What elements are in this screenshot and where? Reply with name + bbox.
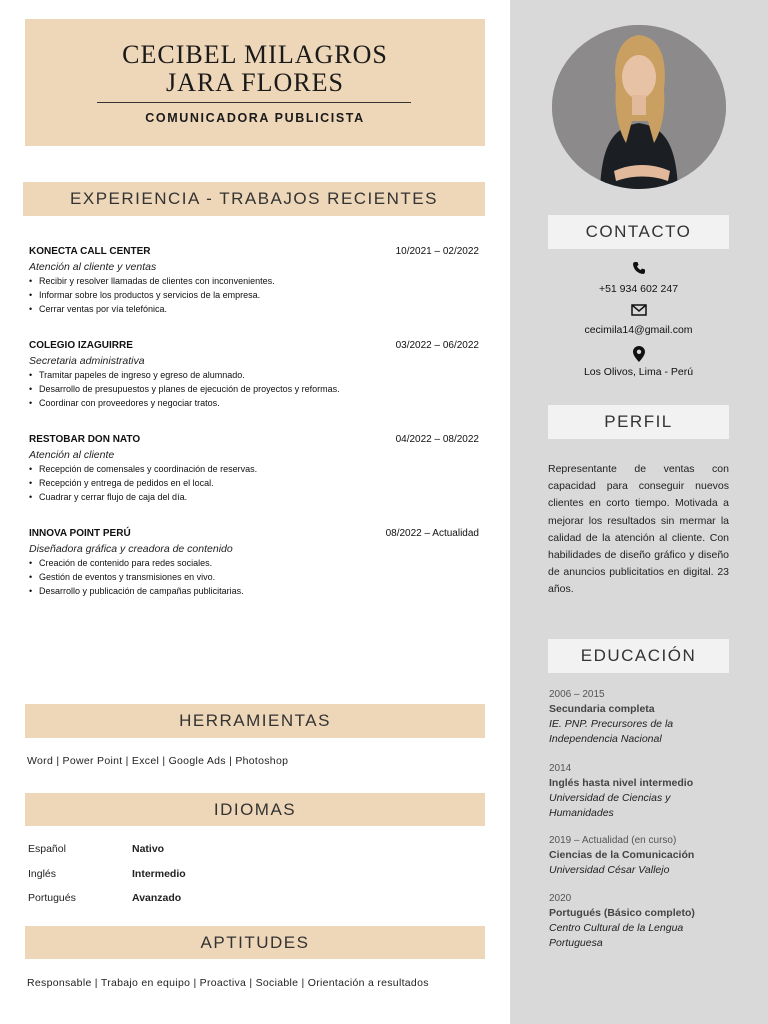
contact-heading: CONTACTO bbox=[548, 215, 729, 249]
education-school: Universidad de Ciencias y Humanidades bbox=[549, 792, 671, 819]
experience-title: EXPERIENCIA - TRABAJOS RECIENTES bbox=[70, 189, 438, 208]
job-bullet: • Cuadrar y cerrar flujo de caja del día. bbox=[29, 490, 479, 504]
job-bullet: • Cerrar ventas por vía telefónica. bbox=[29, 302, 479, 316]
job-bullet: • Tramitar papeles de ingreso y egreso de alumnado. bbox=[29, 368, 479, 382]
experience-heading bbox=[23, 182, 485, 216]
education-title: Inglés hasta nivel intermedio bbox=[549, 777, 694, 789]
language-name: Español bbox=[28, 843, 66, 855]
education-years: 2014 bbox=[549, 763, 572, 774]
job-bullets bbox=[29, 462, 479, 504]
job-header bbox=[29, 340, 479, 354]
languages-title: IDIOMAS bbox=[213, 800, 297, 819]
job-bullet: • Informar sobre los productos y servicios de la empresa. bbox=[29, 288, 479, 302]
job-role: Atención al cliente bbox=[29, 449, 115, 461]
phone-icon bbox=[548, 261, 729, 278]
job-role: Diseñadora gráfica y creadora de contenido bbox=[29, 543, 233, 555]
job-bullet: • Desarrollo y publicación de campañas publicitarias. bbox=[29, 584, 479, 598]
language-row bbox=[28, 868, 186, 880]
education-years: 2020 bbox=[549, 893, 572, 904]
job-dates: 10/2021 – 02/2022 bbox=[395, 246, 479, 257]
tools-list: Word | Power Point | Excel | Google Ads | Photoshop bbox=[27, 755, 289, 767]
name-divider bbox=[97, 102, 411, 103]
job-dates: 08/2022 – Actualidad bbox=[385, 528, 479, 539]
language-name: Portugués bbox=[28, 892, 76, 904]
contact-location: Los Olivos, Lima - Perú bbox=[583, 366, 694, 378]
language-name: Inglés bbox=[28, 868, 57, 880]
job-bullet: • Recepción y entrega de pedidos en el local. bbox=[29, 476, 479, 490]
education-entry bbox=[549, 891, 739, 951]
profile-photo bbox=[552, 25, 726, 189]
education-school: Universidad César Vallejo bbox=[549, 864, 670, 876]
education-title: Portugués (Básico completo) bbox=[549, 907, 695, 919]
photo-face bbox=[622, 55, 656, 99]
education-years: 2006 – 2015 bbox=[549, 689, 605, 700]
full-name bbox=[25, 41, 485, 97]
job-company: COLEGIO IZAGUIRRE bbox=[29, 340, 133, 351]
job-entry bbox=[29, 340, 479, 410]
job-dates: 04/2022 – 08/2022 bbox=[395, 434, 479, 445]
job-dates: 03/2022 – 06/2022 bbox=[395, 340, 479, 351]
job-bullets bbox=[29, 556, 479, 598]
name-line-1: CECIBEL MILAGROS bbox=[122, 40, 388, 69]
job-bullet: • Desarrollo de presupuestos y planes de ejecución de proyectos y reformas. bbox=[29, 382, 479, 396]
education-title: Ciencias de la Comunicación bbox=[549, 849, 695, 861]
envelope-icon bbox=[548, 304, 729, 319]
map-pin-icon-glyph bbox=[633, 346, 645, 362]
profile-heading: PERFIL bbox=[548, 405, 729, 439]
skills-heading bbox=[25, 926, 485, 959]
job-bullet: • Coordinar con proveedores y negociar tratos. bbox=[29, 396, 479, 410]
education-years: 2019 – Actualidad (en curso) bbox=[549, 835, 677, 846]
job-header bbox=[29, 434, 479, 448]
name-line-2: JARA FLORES bbox=[166, 68, 344, 97]
job-bullet: • Recepción de comensales y coordinación de reservas. bbox=[29, 462, 479, 476]
job-header bbox=[29, 246, 479, 260]
name-header bbox=[25, 19, 485, 146]
profile-text: Representante de ventas con capacidad para conseguir nuevos clientes en corto tiempo. Motivada a mejorar los resultados sin mermar la calidad de la atención al cliente. Con habilidades de diseño gráfico y diseño de anuncios publicitatios en digital. 23 años. bbox=[548, 463, 729, 596]
education-entry bbox=[549, 687, 739, 747]
photo-neck bbox=[632, 95, 646, 115]
job-entry bbox=[29, 528, 479, 598]
contact-email[interactable]: cecimila14@gmail.com bbox=[584, 324, 693, 336]
profile-photo-illustration bbox=[552, 25, 726, 189]
job-role: Secretaria administrativa bbox=[29, 355, 145, 367]
job-header bbox=[29, 528, 479, 542]
contact-phone: +51 934 602 247 bbox=[598, 283, 679, 295]
job-title: COMUNICADORA PUBLICISTA bbox=[145, 111, 365, 125]
education-entry bbox=[549, 833, 739, 878]
job-bullet: • Recibir y resolver llamadas de clientes con inconvenientes. bbox=[29, 274, 479, 288]
job-entry bbox=[29, 434, 479, 504]
job-role: Atención al cliente y ventas bbox=[29, 261, 157, 273]
language-row bbox=[28, 843, 165, 855]
education-title: Secundaria completa bbox=[549, 703, 655, 715]
skills-title: APTITUDES bbox=[200, 933, 310, 952]
job-company: RESTOBAR DON NATO bbox=[29, 434, 141, 445]
education-heading: EDUCACIÓN bbox=[548, 639, 729, 673]
language-row bbox=[28, 892, 182, 904]
languages-heading bbox=[25, 793, 485, 826]
education-entry bbox=[549, 761, 739, 821]
education-school: Centro Cultural de la Lengua Portuguesa bbox=[549, 922, 684, 949]
tools-title: HERRAMIENTAS bbox=[179, 711, 331, 730]
envelope-icon-glyph bbox=[631, 304, 647, 316]
job-bullet: • Gestión de eventos y transmisiones en vivo. bbox=[29, 570, 479, 584]
job-company: KONECTA CALL CENTER bbox=[29, 246, 151, 257]
map-pin-icon bbox=[548, 346, 729, 365]
tools-heading bbox=[25, 704, 485, 738]
education-school: IE. PNP. Precursores de la Independencia Nacional bbox=[549, 718, 674, 745]
job-bullets bbox=[29, 274, 479, 316]
job-company: INNOVA POINT PERÚ bbox=[29, 528, 131, 539]
job-bullet: • Creación de contenido para redes sociales. bbox=[29, 556, 479, 570]
language-level: Nativo bbox=[132, 843, 165, 855]
job-entry bbox=[29, 246, 479, 316]
phone-icon-glyph bbox=[632, 261, 646, 275]
language-level: Avanzado bbox=[132, 892, 182, 904]
language-level: Intermedio bbox=[132, 868, 186, 880]
skills-list: Responsable | Trabajo en equipo | Proactiva | Sociable | Orientación a resultados bbox=[27, 977, 429, 989]
job-bullets bbox=[29, 368, 479, 410]
